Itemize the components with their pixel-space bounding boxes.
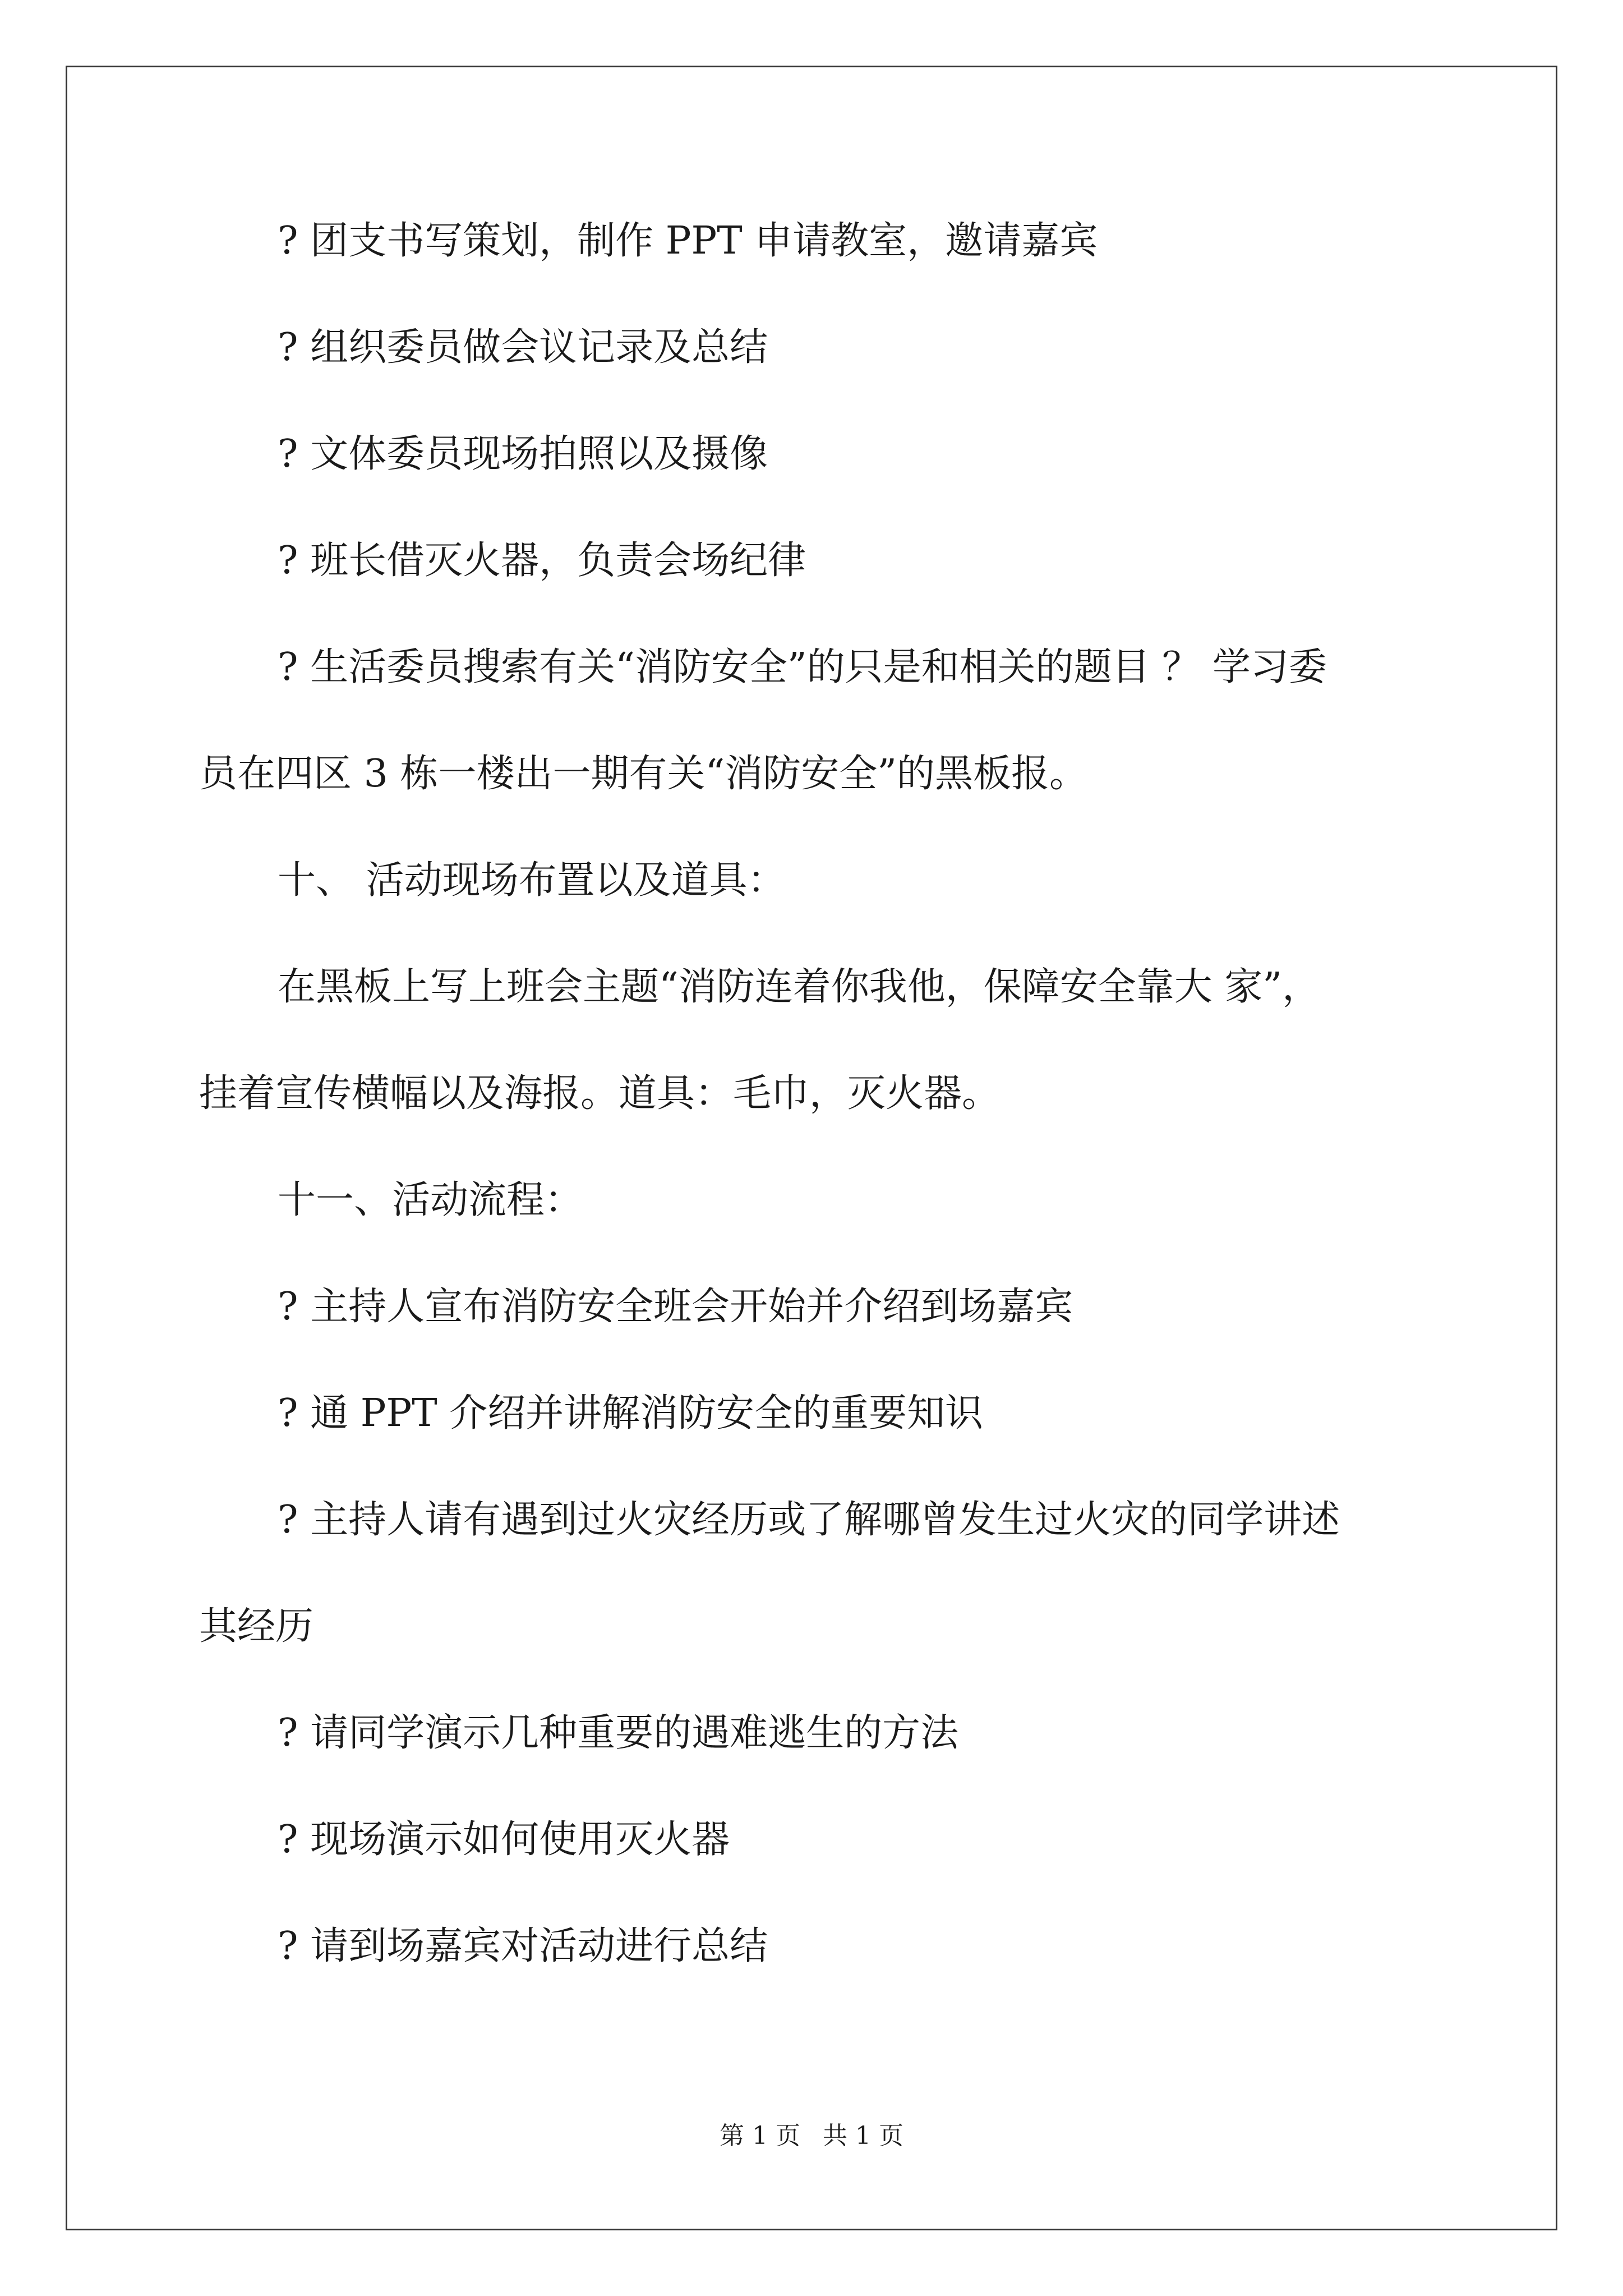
paragraph-line: ? 请到场嘉宾对活动进行总结 bbox=[278, 1924, 768, 1968]
paragraph-line: ? 文体委员现场拍照以及摄像 bbox=[278, 432, 768, 476]
paragraph-line: 在黑板上写上班会主题“消防连着你我他，保障安全靠大 家”， bbox=[278, 965, 1321, 1009]
page-footer bbox=[0, 2119, 1623, 2153]
paragraph-line: 员在四区 3 栋一楼出一期有关“消防安全”的黑板报。 bbox=[199, 752, 1088, 796]
paragraph-line: 其经历 bbox=[199, 1604, 314, 1649]
paragraph-line: 挂着宣传横幅以及海报。道具：毛巾，灭火器。 bbox=[199, 1071, 1000, 1116]
page-total: 共 1 页 bbox=[823, 2122, 903, 2150]
section-heading: 十、 活动现场布置以及道具： bbox=[278, 858, 786, 903]
paragraph-line: ? 主持人宣布消防安全班会开始并介绍到场嘉宾 bbox=[278, 1285, 1073, 1329]
paragraph-line: ? 组织委员做会议记录及总结 bbox=[278, 325, 768, 370]
paragraph-line: ? 现场演示如何使用灭火器 bbox=[278, 1818, 730, 1862]
paragraph-line: ? 主持人请有遇到过火灾经历或了解哪曾发生过火灾的同学讲述 bbox=[278, 1498, 1340, 1542]
paragraph-line: ? 生活委员搜索有关“消防安全”的只是和相关的题目 ？ 学习委 bbox=[278, 645, 1327, 689]
paragraph-line: ? 班长借灭火器，负责会场纪律 bbox=[278, 539, 806, 583]
paragraph-line: ? 团支书写策划，制作 PPT 申请教室，邀请嘉宾 bbox=[278, 219, 1098, 263]
page-number: 第 1 页 bbox=[720, 2122, 800, 2150]
paragraph-line: ? 通 PPT 介绍并讲解消防安全的重要知识 bbox=[278, 1391, 984, 1435]
section-heading: 十一、活动流程： bbox=[278, 1178, 583, 1222]
page-border bbox=[66, 66, 1557, 2230]
paragraph-line: ? 请同学演示几种重要的遇难逃生的方法 bbox=[278, 1711, 959, 1755]
